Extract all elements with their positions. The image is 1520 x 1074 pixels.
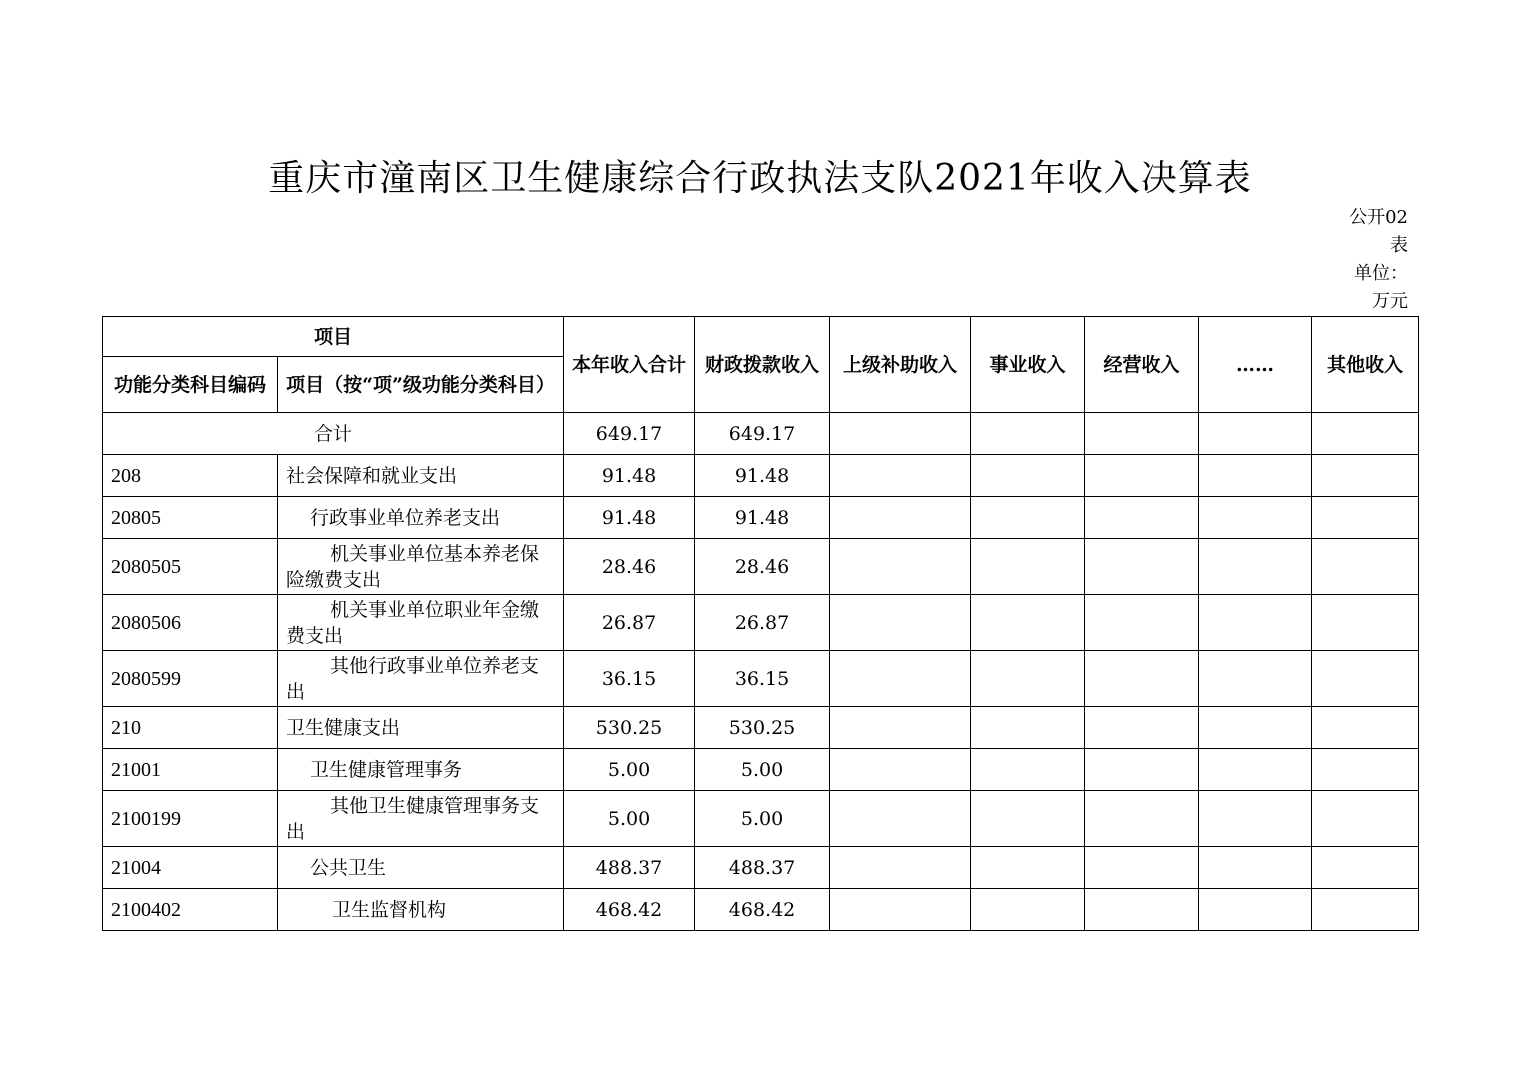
empty-cell [1199, 847, 1312, 889]
empty-cell [1085, 595, 1199, 651]
empty-cell [1312, 791, 1419, 847]
row-total: 5.00 [564, 749, 695, 791]
row-fiscal: 5.00 [695, 791, 830, 847]
header-business: 事业收入 [971, 317, 1085, 413]
empty-cell [1312, 651, 1419, 707]
header-total: 本年收入合计 [564, 317, 695, 413]
empty-cell [1312, 889, 1419, 931]
row-total: 5.00 [564, 791, 695, 847]
table-row [103, 791, 1419, 847]
row-total: 28.46 [564, 539, 695, 595]
empty-cell [830, 413, 971, 455]
table-row [103, 539, 1419, 595]
row-name: 机关事业单位基本养老保险缴费支出 [278, 539, 564, 595]
header-ellipsis: …… [1199, 317, 1312, 413]
table-row [103, 497, 1419, 539]
empty-cell [1199, 595, 1312, 651]
empty-cell [1085, 889, 1199, 931]
row-code: 20805 [103, 497, 278, 539]
total-fiscal: 649.17 [695, 413, 830, 455]
header-operating: 经营收入 [1085, 317, 1199, 413]
row-name: 其他卫生健康管理事务支出 [278, 791, 564, 847]
empty-cell [971, 455, 1085, 497]
row-fiscal: 91.48 [695, 455, 830, 497]
row-fiscal: 468.42 [695, 889, 830, 931]
row-code: 21004 [103, 847, 278, 889]
row-fiscal: 5.00 [695, 749, 830, 791]
row-name: 其他行政事业单位养老支出 [278, 651, 564, 707]
empty-cell [1199, 707, 1312, 749]
row-code: 2100402 [103, 889, 278, 931]
empty-cell [971, 539, 1085, 595]
row-total: 91.48 [564, 497, 695, 539]
empty-cell [830, 749, 971, 791]
empty-cell [830, 539, 971, 595]
row-total: 36.15 [564, 651, 695, 707]
empty-cell [1312, 413, 1419, 455]
empty-cell [830, 707, 971, 749]
empty-cell [830, 791, 971, 847]
empty-cell [1085, 497, 1199, 539]
row-fiscal: 530.25 [695, 707, 830, 749]
empty-cell [830, 651, 971, 707]
form-number-line1: 公开02 [1349, 207, 1408, 228]
empty-cell [1199, 455, 1312, 497]
table-row [103, 651, 1419, 707]
form-number-line2: 表 [1390, 235, 1408, 256]
row-name: 卫生监督机构 [278, 889, 564, 931]
row-name: 公共卫生 [278, 847, 564, 889]
unit-label: 单位： [1354, 263, 1408, 284]
empty-cell [971, 651, 1085, 707]
unit-value: 万元 [1372, 291, 1408, 312]
empty-cell [830, 497, 971, 539]
empty-cell [1312, 847, 1419, 889]
row-fiscal: 91.48 [695, 497, 830, 539]
row-code: 208 [103, 455, 278, 497]
empty-cell [830, 889, 971, 931]
empty-cell [830, 847, 971, 889]
empty-cell [1199, 791, 1312, 847]
row-total: 91.48 [564, 455, 695, 497]
row-code: 2100199 [103, 791, 278, 847]
header-other: 其他收入 [1312, 317, 1419, 413]
row-total: 468.42 [564, 889, 695, 931]
empty-cell [971, 847, 1085, 889]
table-row [103, 889, 1419, 931]
empty-cell [1312, 595, 1419, 651]
empty-cell [1199, 749, 1312, 791]
row-fiscal: 36.15 [695, 651, 830, 707]
empty-cell [1199, 651, 1312, 707]
total-amount: 649.17 [564, 413, 695, 455]
empty-cell [1085, 539, 1199, 595]
empty-cell [971, 497, 1085, 539]
empty-cell [1199, 539, 1312, 595]
empty-cell [971, 413, 1085, 455]
revenue-table [102, 316, 1419, 931]
row-total: 26.87 [564, 595, 695, 651]
row-fiscal: 26.87 [695, 595, 830, 651]
row-total: 530.25 [564, 707, 695, 749]
row-name: 机关事业单位职业年金缴费支出 [278, 595, 564, 651]
row-code: 210 [103, 707, 278, 749]
table-row [103, 595, 1419, 651]
row-name: 卫生健康管理事务 [278, 749, 564, 791]
row-fiscal: 488.37 [695, 847, 830, 889]
row-fiscal: 28.46 [695, 539, 830, 595]
table-row [103, 847, 1419, 889]
table-row [103, 455, 1419, 497]
header-code: 功能分类科目编码 [103, 357, 278, 413]
row-code: 2080506 [103, 595, 278, 651]
empty-cell [830, 595, 971, 651]
table-row-total [103, 413, 1419, 455]
empty-cell [1199, 413, 1312, 455]
row-name: 卫生健康支出 [278, 707, 564, 749]
form-meta [1328, 204, 1408, 316]
empty-cell [830, 455, 971, 497]
empty-cell [1312, 455, 1419, 497]
table-row [103, 749, 1419, 791]
row-code: 2080505 [103, 539, 278, 595]
empty-cell [1312, 539, 1419, 595]
header-superior: 上级补助收入 [830, 317, 971, 413]
empty-cell [971, 889, 1085, 931]
empty-cell [971, 791, 1085, 847]
row-code: 2080599 [103, 651, 278, 707]
empty-cell [1085, 791, 1199, 847]
empty-cell [1085, 847, 1199, 889]
row-total: 488.37 [564, 847, 695, 889]
row-name: 行政事业单位养老支出 [278, 497, 564, 539]
empty-cell [1085, 413, 1199, 455]
total-label: 合计 [103, 413, 564, 455]
page-title: 重庆市潼南区卫生健康综合行政执法支队2021年收入决算表 [268, 158, 1252, 199]
empty-cell [971, 749, 1085, 791]
empty-cell [971, 707, 1085, 749]
empty-cell [971, 595, 1085, 651]
header-item: 项目（按“项”级功能分类科目） [278, 357, 564, 413]
empty-cell [1085, 707, 1199, 749]
empty-cell [1085, 455, 1199, 497]
empty-cell [1199, 889, 1312, 931]
header-project: 项目 [103, 317, 564, 357]
empty-cell [1312, 749, 1419, 791]
empty-cell [1312, 707, 1419, 749]
empty-cell [1199, 497, 1312, 539]
empty-cell [1085, 651, 1199, 707]
empty-cell [1312, 497, 1419, 539]
row-name: 社会保障和就业支出 [278, 455, 564, 497]
row-code: 21001 [103, 749, 278, 791]
header-fiscal: 财政拨款收入 [695, 317, 830, 413]
table-row [103, 707, 1419, 749]
empty-cell [1085, 749, 1199, 791]
